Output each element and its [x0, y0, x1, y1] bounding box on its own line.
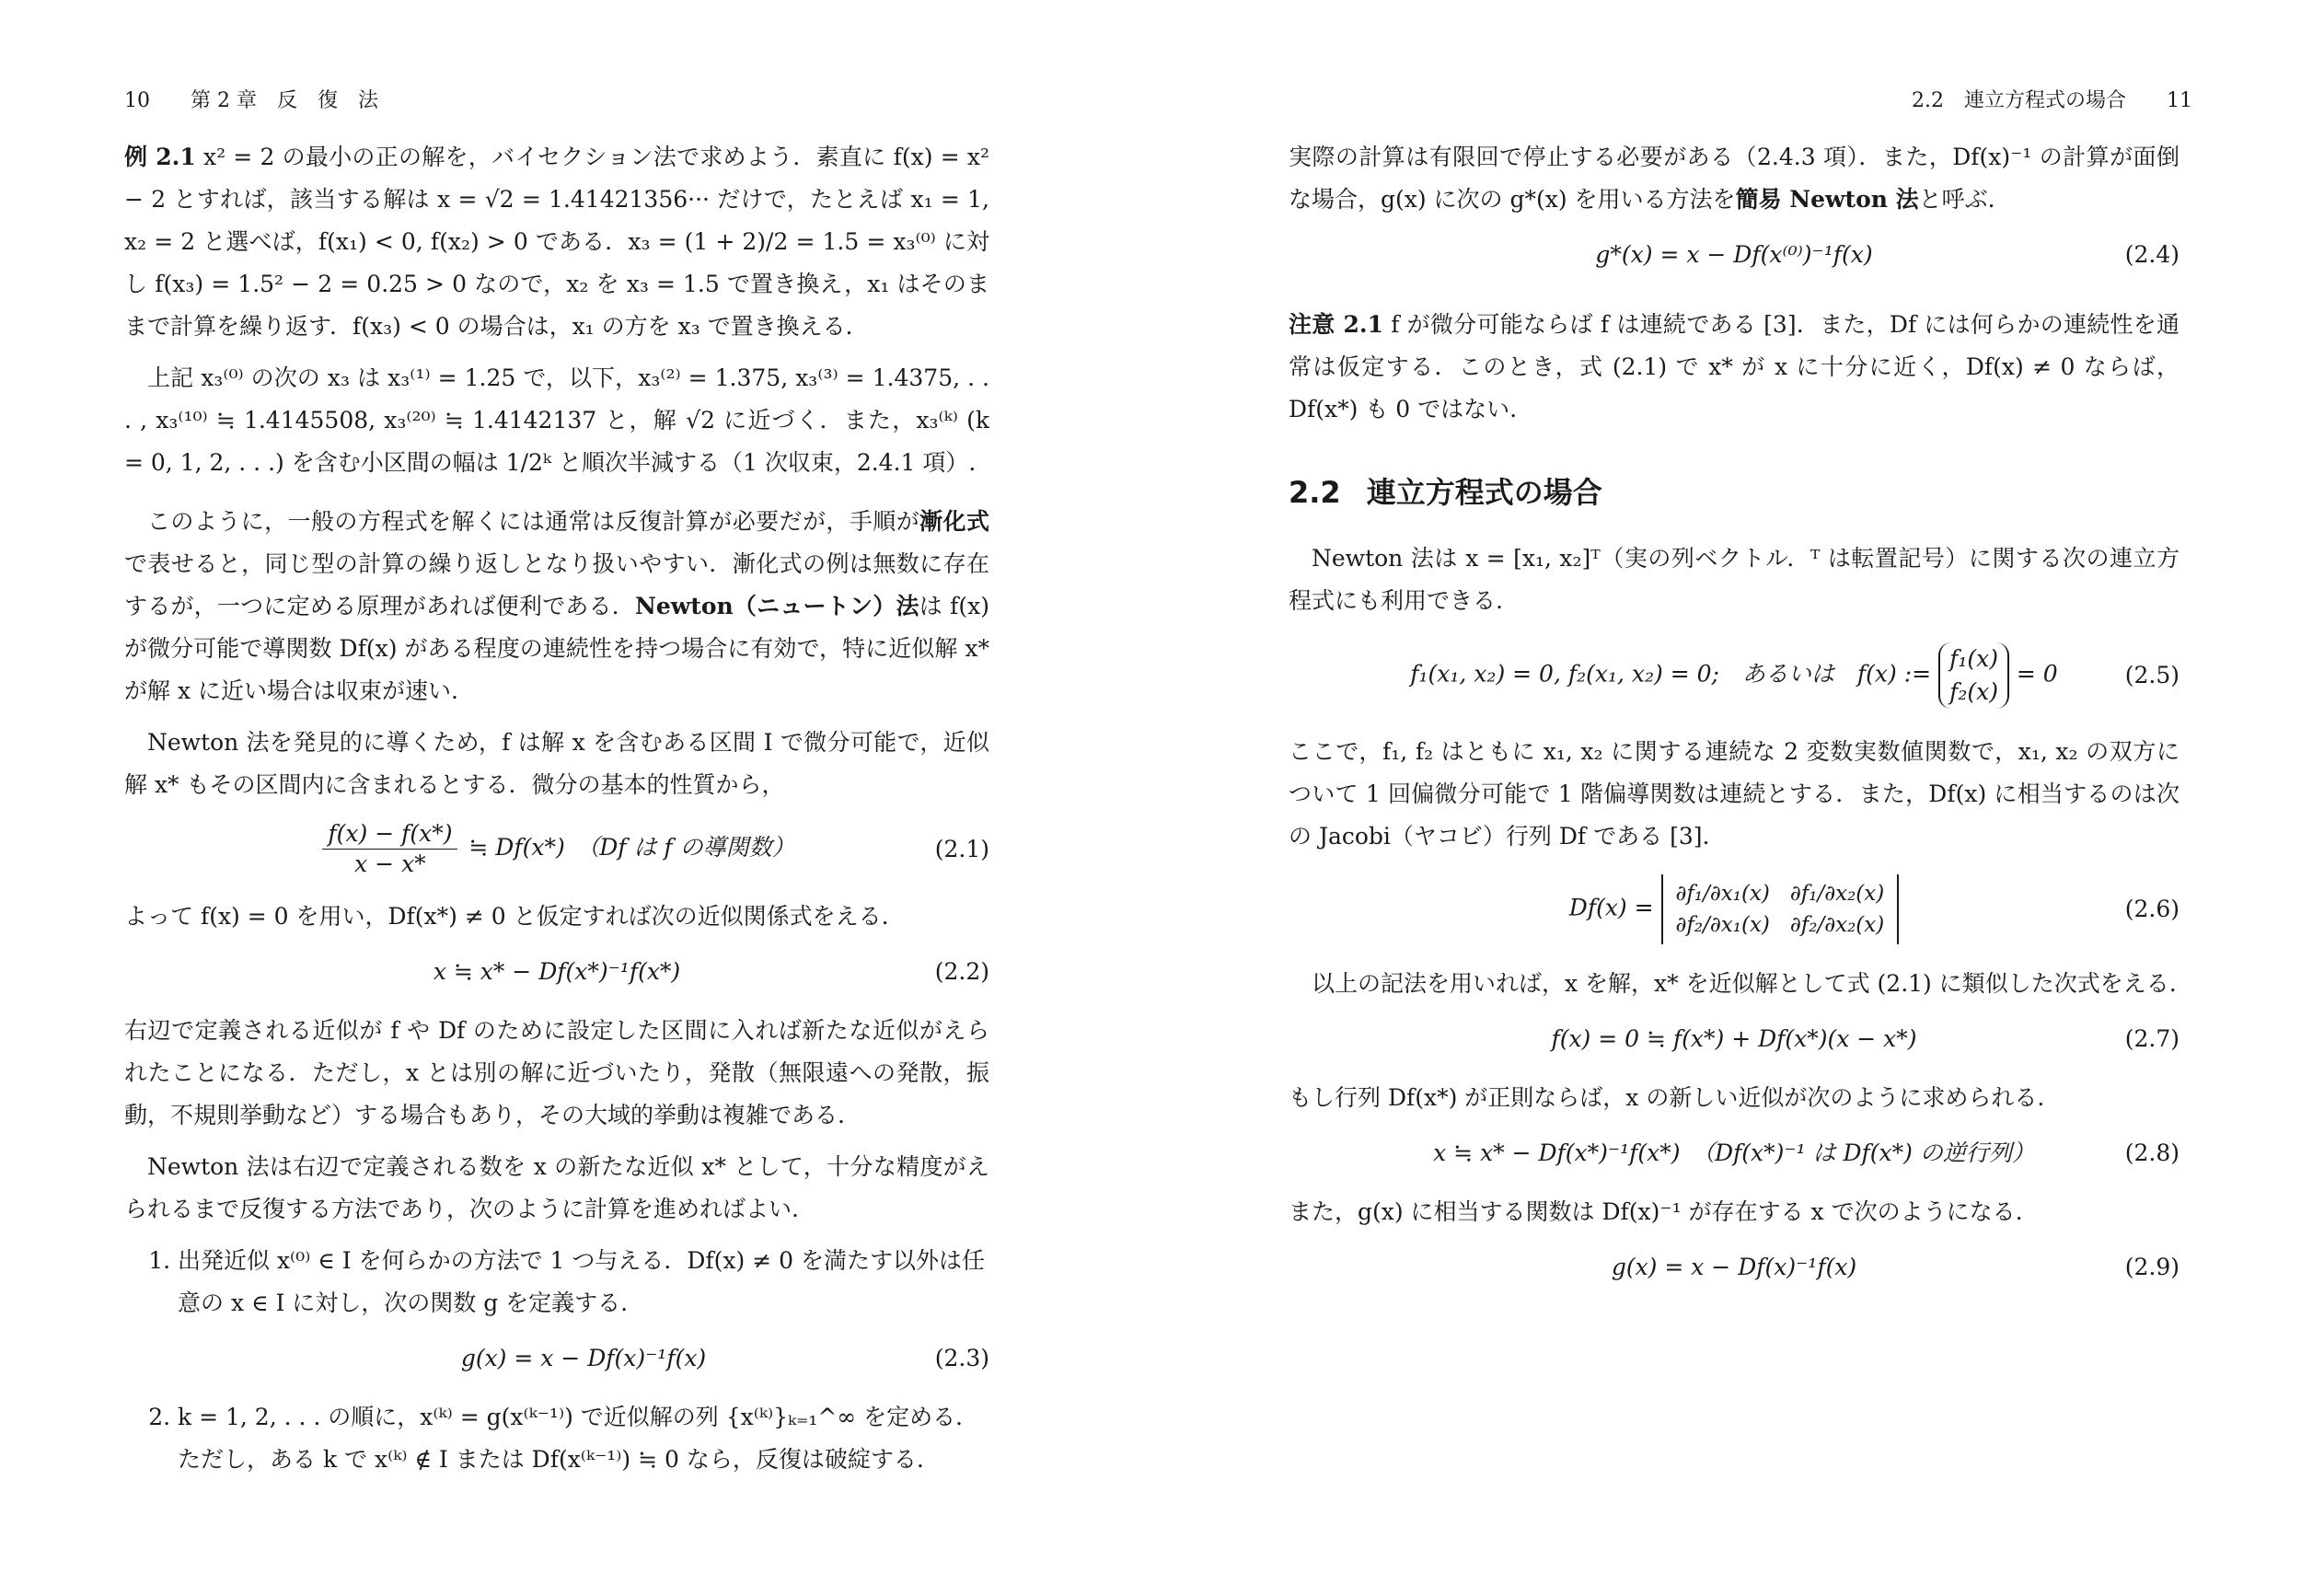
paragraph-recurrence — [124, 501, 989, 712]
paragraph-derivation: Newton 法を発見的に導くため，f は解 x を含むある区間 I で微分可能で，近似解 x* もその区間内に含まれるとする．微分の基本的性質から， — [124, 729, 989, 798]
paragraph-simplified-newton — [1289, 136, 2180, 221]
equation-lhs: Df(x) = — [1568, 894, 1654, 921]
list-item-text: 出発近似 x⁽⁰⁾ ∈ I を何らかの方法で 1 つ与える．Df(x) ≠ 0 を満たす以外は任意の x ∈ I に対し，次の関数 g を定義する. — [178, 1247, 985, 1316]
paragraph-jacobi: ここで，f₁, f₂ はともに x₁, x₂ に関する連続な 2 変数実数値関数で，x₁, x₂ の双方について 1 回偏微分可能で 1 階偏導関数は連続とする．また，Df(x) に相当するのは次の Jacobi（ヤコビ）行列 Df である [3]. — [1289, 738, 2180, 850]
example-text: x² = 2 の最小の正の解を，バイセクション法で求めよう．素直に f(x) = x² − 2 とすれば，該当する解は x = √2 = 1.41421356··· だけで，たとえば x₁ = 1, x₂ = 2 と選べば，f(x₁) < 0, f(x₂) > 0 である．x₃ = (1 + 2)/2 = 1.5 = x₃⁽⁰⁾ に対し f(x₃) = 1.5² − 2 = 0.25 > 0 なので，x₂ を x₃ = 1.5 で置き換え，x₁ はそのままで計算を繰り返す．f(x₃) < 0 の場合は，x₁ の方を x₃ で置き換える． — [124, 144, 989, 340]
equation-2-9 — [1289, 1246, 2180, 1289]
equation-2-6 — [1289, 874, 2180, 944]
equation-2-2 — [124, 951, 989, 993]
equation-number: ( 2.2 ) — [935, 951, 989, 993]
equation-body: g(x) = x − Df(x)⁻¹f(x) — [1611, 1254, 1857, 1280]
equation-number: ( 2.9 ) — [2125, 1246, 2180, 1289]
equation-2-8 — [1289, 1132, 2180, 1174]
term-newton-method: Newton（ニュートン）法 — [635, 593, 919, 619]
equation-2-4 — [1289, 234, 2180, 276]
right-page-header: 2.2 連立方程式の場合 11 — [1912, 89, 2192, 112]
fraction-denominator: x − x* — [354, 850, 426, 877]
equation-body — [1569, 874, 1899, 944]
term-simplified-newton: 簡易 Newton 法 — [1735, 186, 1919, 213]
fraction-numerator: f(x) − f(x*) — [322, 819, 457, 850]
equation-body: g*(x) = x − Df(x⁽⁰⁾)⁻¹f(x) — [1595, 241, 1873, 268]
column-vector: f₁(x) f₂(x) — [1938, 642, 2009, 709]
equation-number: ( 2.3 ) — [935, 1337, 989, 1380]
list-item — [178, 1240, 989, 1380]
example-2-1 — [124, 136, 989, 348]
right-page-body — [1289, 136, 2180, 1305]
paragraph-notation: 以上の記法を用いれば，x を解，x* を近似解として式 (2.1) に類似した次式をえる. — [1312, 970, 2177, 997]
equation-body: f(x) = 0 ≒ f(x*) + Df(x*)(x − x*) — [1551, 1025, 1917, 1052]
paragraph-text: で表せると，同じ型の計算の繰り返しとなり扱いやすい．漸化式の例は無数に存在するが，一つに定める原理があれば便利である． — [124, 550, 989, 619]
paragraph-divergence: 右辺で定義される近似が f や Df のために設定した区間に入れば新たな近似がえられたことになる．ただし，x とは別の解に近づいたり，発散（無限遠への発散，振動，不規則挙動など）する場合もあり，その大域的挙動は複雑である. — [124, 1017, 989, 1128]
section-heading — [1289, 471, 2180, 514]
equation-2-3 — [178, 1337, 989, 1380]
right-page — [1150, 0, 2301, 1596]
equation-number: ( 2.7 ) — [2125, 1018, 2180, 1060]
section-title: 連立方程式の場合 — [1366, 475, 1602, 510]
equation-body: g(x) = x − Df(x)⁻¹f(x) — [460, 1345, 707, 1371]
equation-number: ( 2.1 ) — [935, 828, 989, 871]
paragraph-g-function: また，g(x) に相当する関数は Df(x)⁻¹ が存在する x で次のようになる. — [1289, 1198, 2023, 1225]
left-page — [0, 0, 1150, 1596]
algorithm-steps — [124, 1240, 989, 1481]
jacobian-matrix: ∂f₁/∂x₁(x) ∂f₁/∂x₂(x) ∂f₂/∂x₁(x) ∂f₂/∂x₂(x) — [1661, 874, 1900, 944]
list-item-text: k = 1, 2, . . . の順に，x⁽ᵏ⁾ = g(x⁽ᵏ⁻¹⁾) で近似解の列 {x⁽ᵏ⁾}ₖ₌₁^∞ を定める．ただし，ある k で x⁽ᵏ⁾ ∉ I または Df(x⁽ᵏ⁻¹⁾) ≒ 0 なら，反復は破綻する. — [178, 1404, 979, 1473]
equation-body: x ≒ x* − Df(x*)⁻¹f(x*) — [433, 958, 681, 985]
paragraph-text: このように，一般の方程式を解くには通常は反復計算が必要だが，手順が — [147, 508, 920, 535]
term-recurrence: 漸化式 — [919, 508, 989, 535]
paragraph-text: 実際の計算は有限回で停止する必要がある（2.4.3 項）．また，Df(x)⁻¹ の計算が面倒な場合，g(x) に次の g*(x) を用いる方法を — [1289, 144, 2180, 213]
paragraph-approximation: よって f(x) = 0 を用い，Df(x*) ≠ 0 と仮定すれば次の近似関係式をえる. — [124, 903, 889, 930]
paragraph-system: Newton 法は x = [x₁, x₂]ᵀ（実の列ベクトル．ᵀ は転置記号）に関する次の連立方程式にも利用できる. — [1289, 545, 2180, 614]
equation-2-7 — [1289, 1018, 2180, 1060]
equation-2-1 — [124, 819, 989, 879]
equation-number: ( 2.4 ) — [2125, 234, 2180, 276]
equation-rhs: ≒ Df(x*) （Df は f の導関数） — [468, 834, 795, 861]
equation-number: ( 2.6 ) — [2125, 888, 2180, 931]
equation-body — [318, 819, 794, 879]
left-page-body — [124, 136, 989, 1486]
note-2-1 — [1289, 304, 2180, 431]
paragraph-iteration: Newton 法は右辺で定義される数を x の新たな近似 x* として，十分な精度がえられるまで反復する方法であり，次のように計算を進めればよい. — [124, 1153, 989, 1222]
equation-number: ( 2.5 ) — [2125, 654, 2180, 697]
list-item — [178, 1396, 989, 1481]
equation-lhs: f₁(x₁, x₂) = 0, f₂(x₁, x₂) = 0; あるいは f(x) := — [1410, 660, 1932, 688]
equation-number: ( 2.8 ) — [2125, 1132, 2180, 1174]
example-label: 例 2.1 — [124, 144, 196, 170]
paragraph-text: と呼ぶ. — [1918, 186, 1995, 213]
paragraph-regular-matrix: もし行列 Df(x*) が正則ならば，x の新しい近似が次のように求められる. — [1289, 1084, 2045, 1111]
note-text: f が微分可能ならば f は連続である [3]．また，Df には何らかの連続性を通常は仮定する．このとき，式 (2.1) で x* が x に十分に近く，Df(x) ≠ 0 ならば，Df(x*) も 0 ではない. — [1289, 311, 2180, 422]
section-number: 2.2 — [1289, 475, 1341, 510]
equation-body: x ≒ x* − Df(x*)⁻¹f(x*) （Df(x*)⁻¹ は Df(x*) の逆行列） — [1433, 1139, 2035, 1166]
left-page-header: 10 第 2 章 反 復 法 — [124, 89, 378, 112]
fraction — [322, 819, 457, 879]
equation-rhs: = 0 — [2016, 660, 2058, 688]
note-label: 注意 2.1 — [1289, 311, 1383, 338]
example-text-continued: 上記 x₃⁽⁰⁾ の次の x₃ は x₃⁽¹⁾ = 1.25 で，以下，x₃⁽²⁾ = 1.375, x₃⁽³⁾ = 1.4375, . . . , x₃⁽¹⁰⁾ ≒ 1.4145508, x₃⁽²⁰⁾ ≒ 1.4142137 と，解 √2 に近づく．また，x₃⁽ᵏ⁾ (k = 0, 1, 2, . . .) を含む小区間の幅は 1/2ᵏ と順次半減する（1 次収束，2.4.1 項）. — [124, 364, 989, 476]
equation-body — [1410, 642, 2057, 709]
equation-2-5 — [1289, 642, 2180, 709]
paragraph-text: は f(x) が微分可能で導関数 Df(x) がある程度の連続性を持つ場合に有効で，特に近似解 x* が解 x に近い場合は収束が速い. — [124, 593, 989, 704]
